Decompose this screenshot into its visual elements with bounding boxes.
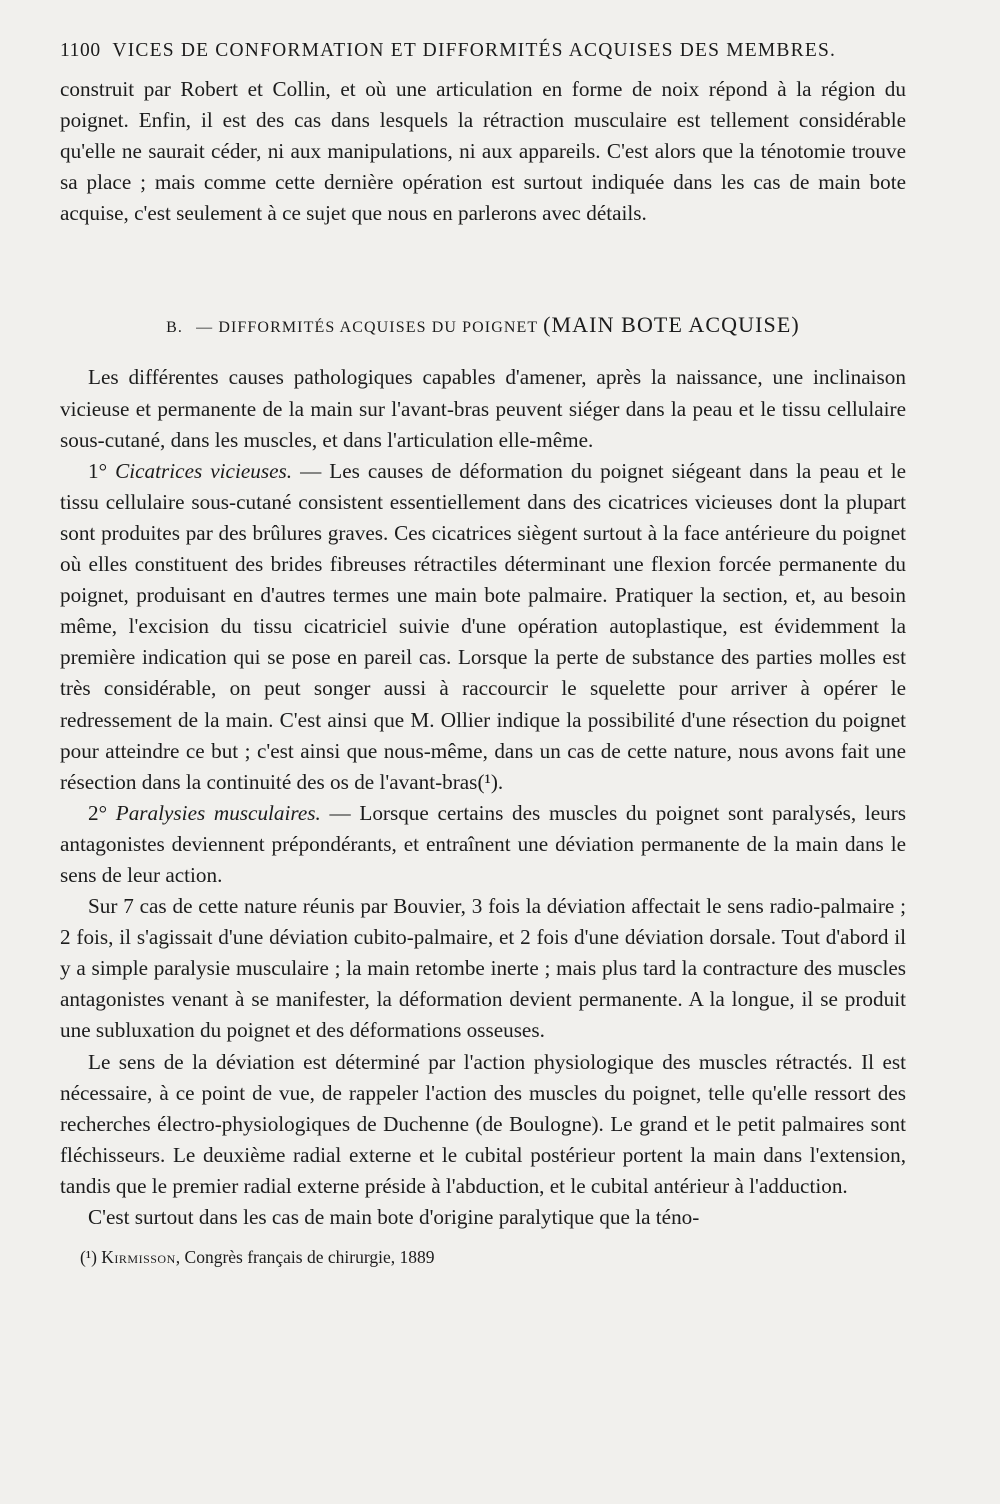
paragraph-continued: construit par Robert et Collin, et où une articulation en forme de noix répond à la région du poignet. Enfin, il est des cas dans lesquels la rétraction musculaire est tellement considérable qu'elle ne saurait céder, ni aux manipulations, ni aux appareils. C'est alors que la ténotomie trouve sa place ; mais comme cette dernière opération est surtout indiquée dans les cas de main bote acquise, c'est seulement à ce sujet que nous en parlerons avec détails.	[60, 77, 906, 226]
footnote-author: Kirmisson	[101, 1247, 176, 1268]
section-paren-title: (MAIN BOTE ACQUISE)	[543, 312, 800, 338]
paragraph-sens: Le sens de la déviation est déterminé par l'action physiologique des muscles rétractés. Il est nécessaire, à ce point de vue, de rappeler l'action des muscles du poignet, telle qu'elle ressort des recherches électro-physiologiques de Duchenne (de Boulogne). Le grand et le petit palmaires sont fléchisseurs. Le deuxième radial externe et le cubital postérieur portent la main dans l'extension, tandis que le premier radial externe préside à l'abduction, et le cubital antérieur à l'adduction.	[60, 1049, 906, 1198]
footnote-reference: (¹)	[477, 769, 498, 794]
paragraph-bouvier: Sur 7 cas de cette nature réunis par Bouvier, 3 fois la déviation affectait le sens radio-palmaire ; 2 fois, il s'agissait d'une déviation cubito-palmaire, et 2 fois d'une déviation dorsale. Tout d'abord il y a simple paralysie musculaire ; la main retombe inerte ; mais plus tard la contracture des muscles antagonistes venant à se manifester, la déformation devient permanente. A la longue, il se produit une subluxation du poignet et des déformations osseuses.	[60, 894, 906, 1043]
section-label: B.	[166, 319, 184, 337]
footnote-text: , Congrès français de chirurgie, 1889	[175, 1247, 435, 1268]
page-number: 1100	[60, 40, 101, 61]
cicatrices-title: Cicatrices vicieuses.	[115, 458, 293, 483]
paralysies-text: Lorsque certains des muscles du poignet sont paralysés, leurs antagonistes deviennent prépondérants, et entraînent une déviation permanente de la main dans le sens de leur action.	[60, 800, 907, 887]
section-title: DIFFORMITÉS ACQUISES DU POIGNET	[218, 319, 538, 337]
section-heading	[60, 311, 906, 342]
section-dash: —	[196, 319, 214, 337]
document-page	[60, 38, 906, 1269]
footnote	[60, 1245, 906, 1269]
paragraph-paralysies	[60, 798, 906, 891]
running-header	[60, 38, 906, 64]
running-title: VICES DE CONFORMATION ET DIFFORMITÉS ACQUISES DES MEMBRES.	[112, 40, 837, 61]
paragraph-intro: Les différentes causes pathologiques capables d'amener, après la naissance, une inclinaison vicieuse et permanente de la main sur l'avant-bras peuvent siéger dans la peau et le tissu cellulaire sous-cutané, dans les muscles, et dans l'articulation elle-même.	[60, 365, 906, 452]
paralysies-dash: —	[320, 800, 360, 825]
cicatrices-number: 1°	[88, 458, 108, 483]
paralysies-number: 2°	[88, 800, 108, 825]
paragraph-cicatrices	[60, 456, 906, 798]
footnote-mark: (¹)	[80, 1247, 97, 1268]
cicatrices-text: Les causes de déformation du poignet siégeant dans la peau et le tissu cellulaire sous-cutané consistent essentiellement dans des cicatrices vicieuses dont la plupart sont produites par des brûlures graves. Ces cicatrices siègent surtout à la face antérieure du poignet où elles constituent des brides fibreuses rétractiles déterminant une flexion forcée permanente du poignet, produisant en d'autres termes une main bote palmaire. Pratiquer la section, et, au besoin même, l'excision du tissu cicatriciel suivie d'une opération autoplastique, est évidemment la première indication qui se pose en pareil cas. Lorsque la perte de substance des parties molles est très considérable, on peut songer aussi à raccourcir le squelette pour arriver à opérer le redressement de la main. C'est ainsi que M. Ollier indique la possibilité d'une résection du poignet pour atteindre ce but ; c'est ainsi que nous-même, dans un cas de cette nature, nous avons fait une résection dans la continuité des os de l'avant-bras	[60, 458, 907, 794]
cicatrices-dash: —	[292, 458, 330, 483]
cicatrices-end: .	[497, 769, 504, 794]
paralysies-title: Paralysies musculaires.	[115, 800, 321, 825]
paragraph-last: C'est surtout dans les cas de main bote d'origine paralytique que la téno-	[88, 1205, 700, 1229]
